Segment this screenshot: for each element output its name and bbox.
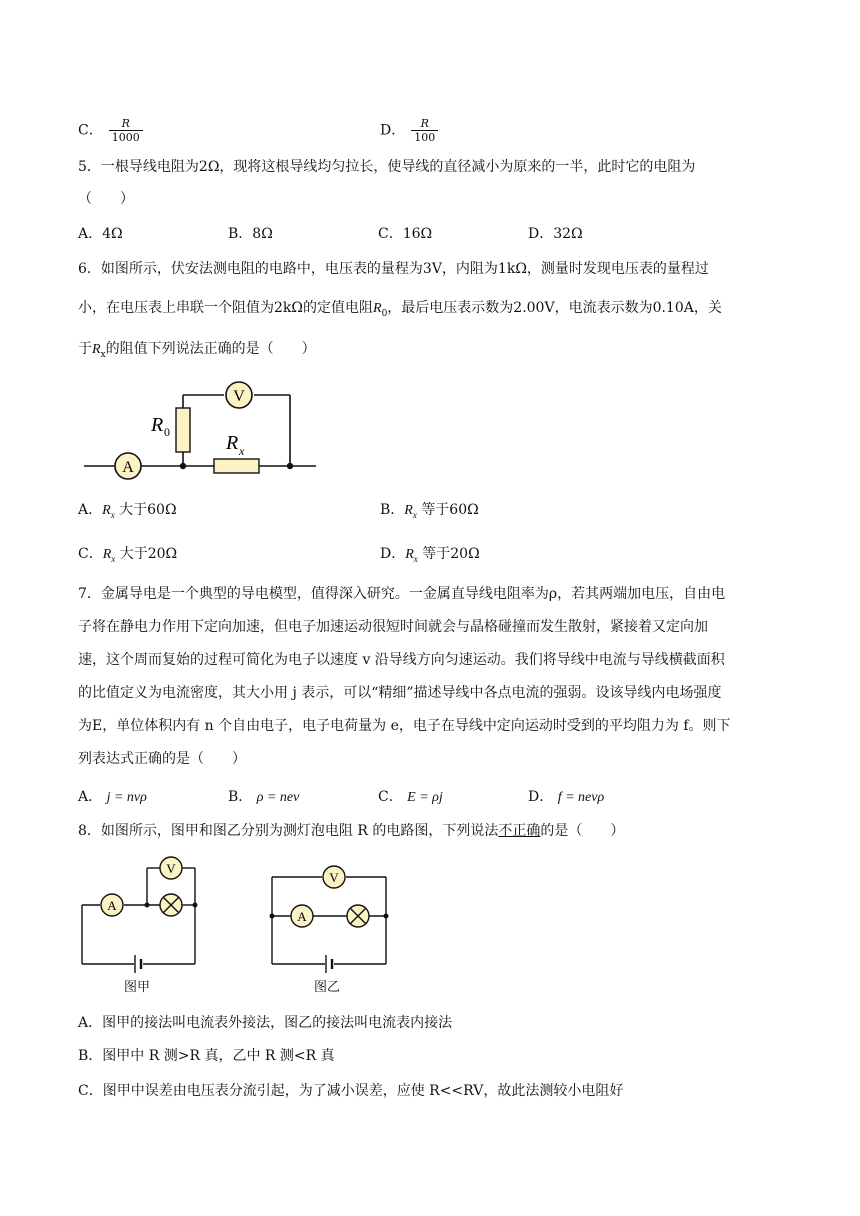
- q8-option-b: B．图甲中 R 测>R 真，乙中 R 测<R 真: [78, 1048, 335, 1064]
- rx-label-sub: x: [239, 444, 245, 458]
- option-label: D．: [380, 546, 406, 562]
- q5-option-b: B．8Ω: [228, 226, 273, 242]
- q5-paren: （ ）: [78, 191, 134, 207]
- option-label: B．: [380, 502, 405, 518]
- option-label: C．: [378, 789, 403, 805]
- junction-dot: [193, 903, 198, 908]
- ammeter-label: A: [297, 909, 307, 924]
- rx-symbol: R: [102, 547, 112, 562]
- q8-stem-text-2: 的是（ ）: [540, 823, 625, 839]
- option-expression: j = nvρ: [106, 790, 147, 805]
- option-label: D．: [528, 789, 554, 805]
- voltmeter-label: V: [329, 870, 339, 885]
- option-text: 等于20Ω: [422, 546, 480, 562]
- rx-label: R: [226, 432, 239, 454]
- voltmeter-label: V: [233, 388, 245, 405]
- r0-label: R: [151, 414, 164, 436]
- q7-line6: 列表达式正确的是（ ）: [78, 751, 246, 767]
- q7-line1: 7．金属导电是一个典型的导电模型，值得深入研究。一金属直导线电阻率为ρ，若其两端加电压，自由电: [78, 586, 726, 602]
- option-text: 大于20Ω: [119, 546, 178, 562]
- rx-symbol: R: [404, 503, 413, 518]
- option-label: C．: [78, 546, 103, 562]
- rx-subscript: x: [412, 509, 417, 520]
- rx-subscript: x: [110, 509, 115, 520]
- q6-line2-text-2: ，最后电压表示数为2.00V，电流表示数为0.10A，关: [387, 300, 722, 316]
- option-text: 大于60Ω: [119, 502, 177, 518]
- q5-option-a: A．4Ω: [78, 226, 123, 242]
- q6-line1: 6．如图所示，伏安法测电阻的电路中，电压表的量程为3V，内阻为1kΩ，测量时发现电压表的量程过: [78, 261, 709, 277]
- option-expression: E = ρj: [407, 790, 443, 805]
- junction-dot: [384, 914, 389, 919]
- rx-symbol: R: [92, 342, 101, 357]
- option-label: A．: [78, 789, 103, 805]
- fraction-numerator: R: [121, 117, 130, 130]
- q7-line5: 为E，单位体积内有 n 个自由电子，电子电荷量为 e，电子在导线中定向运动时受到的平均阻力为 f。则下: [78, 718, 731, 734]
- q7-line2: 子将在静电力作用下定向加速，但电子加速运动很短时间就会与晶格碰撞而发生散射，紧接着又定向加: [78, 619, 708, 635]
- figure-jia-wires: [82, 868, 195, 964]
- voltmeter-label: V: [166, 861, 176, 876]
- ammeter-label: A: [122, 459, 134, 476]
- fraction-denominator: 100: [411, 130, 438, 144]
- option-expression: ρ = nev: [256, 790, 300, 805]
- q8-stem-text: 8．如图所示，图甲和图乙分别为测灯泡电阻 R 的电路图，下列说法: [78, 823, 499, 839]
- option-label: B．: [228, 789, 253, 805]
- q7-line4: 的比值定义为电流密度，其大小用 j 表示，可以“精细”描述导线中各点电流的强弱。设该导线内电场强度: [78, 685, 722, 701]
- lamp-icon: [160, 894, 182, 916]
- q6-line2-text: 小，在电压表上串联一个阻值为2kΩ的定值电阻: [78, 300, 373, 316]
- q7-line3: 速，这个周而复始的过程可简化为电子以速度 v 沿导线方向匀速运动。我们将导线中电流与导线横截面积: [78, 652, 725, 668]
- option-label: A．: [78, 502, 103, 518]
- rx-symbol: R: [405, 547, 414, 562]
- r0-subscript: 0: [381, 308, 388, 319]
- q5-option-d: D．32Ω: [528, 226, 583, 242]
- option-text: 等于60Ω: [421, 502, 479, 518]
- junction-dot: [270, 914, 275, 919]
- rx-subscript: x: [413, 553, 418, 564]
- q5-option-c: C．16Ω: [378, 226, 433, 242]
- fraction-denominator: 1000: [109, 130, 143, 144]
- q8-option-a: A．图甲的接法叫电流表外接法，图乙的接法叫电流表内接法: [78, 1015, 453, 1031]
- option-label: C．: [78, 122, 103, 139]
- ammeter-label: A: [107, 898, 117, 913]
- r0-symbol: R: [373, 301, 382, 316]
- q8-stem-underlined: 不正确: [498, 823, 541, 839]
- figure-yi-wires: [272, 877, 386, 964]
- fraction-numerator: R: [420, 117, 429, 130]
- junction-dot: [145, 903, 150, 908]
- figure-yi-caption: 图乙: [314, 980, 341, 995]
- figure-jia-caption: 图甲: [124, 980, 151, 995]
- q8-option-c: C．图甲中误差由电压表分流引起，为了减小误差，应使 R<<RV，故此法测较小电阻好: [78, 1083, 624, 1099]
- r0-label-sub: 0: [164, 425, 170, 439]
- q6-line3-text: 于: [78, 341, 92, 357]
- rx-subscript: x: [100, 349, 106, 360]
- lamp-icon: [347, 905, 369, 927]
- rx-subscript: x: [111, 553, 116, 564]
- option-expression: f = nevρ: [557, 790, 605, 805]
- q6-line3-text-2: 的阻值下列说法正确的是（ ）: [105, 341, 316, 357]
- rx-symbol: R: [102, 503, 111, 518]
- q5-stem: 5．一根导线电阻为2Ω，现将这根导线均匀拉长，使导线的直径减小为原来的一半，此时它的电阻为: [78, 159, 696, 175]
- option-label: D．: [380, 122, 406, 139]
